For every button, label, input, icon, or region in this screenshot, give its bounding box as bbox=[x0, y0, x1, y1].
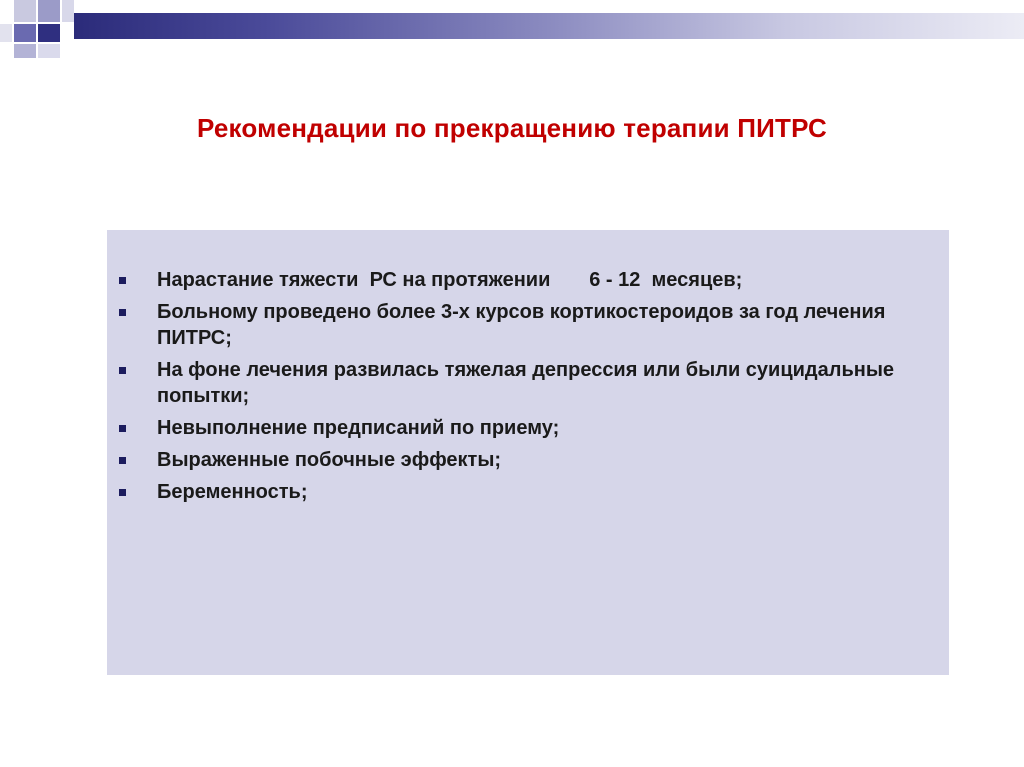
square-bullet-icon bbox=[119, 425, 126, 432]
decor-square bbox=[14, 44, 36, 58]
list-item-text: Невыполнение предписаний по приему; bbox=[157, 417, 560, 439]
decor-square bbox=[38, 0, 60, 22]
list-item bbox=[107, 357, 949, 409]
square-bullet-icon bbox=[119, 457, 126, 464]
list-item bbox=[107, 479, 949, 505]
list-item-text: Беременность; bbox=[157, 481, 308, 503]
decor-square bbox=[38, 44, 60, 58]
list-item bbox=[107, 267, 949, 293]
content-panel bbox=[107, 230, 949, 675]
square-bullet-icon bbox=[119, 489, 126, 496]
decor-square bbox=[14, 0, 36, 22]
decor-square bbox=[14, 24, 36, 42]
decor-square bbox=[62, 0, 74, 22]
list-item bbox=[107, 415, 949, 441]
list-item bbox=[107, 447, 949, 473]
list-item-text: Выраженные побочные эффекты; bbox=[157, 449, 502, 471]
list-item bbox=[107, 299, 949, 351]
decor-square bbox=[0, 24, 12, 42]
decor-square bbox=[38, 24, 60, 42]
header-decoration bbox=[0, 0, 1024, 60]
square-bullet-icon bbox=[119, 367, 126, 374]
square-bullet-icon bbox=[119, 309, 126, 316]
header-gradient-bar bbox=[74, 13, 1024, 39]
recommendation-list bbox=[107, 267, 949, 511]
list-item-text: Больному проведено более 3-х курсов кортикостероидов за год лечения ПИТРС; bbox=[157, 301, 886, 349]
list-item-text: На фоне лечения развилась тяжелая депрессия или были суицидальные попытки; bbox=[157, 359, 895, 407]
slide-title: Рекомендации по прекращению терапии ПИТРС bbox=[197, 113, 827, 143]
square-bullet-icon bbox=[119, 277, 126, 284]
list-item-text: Нарастание тяжести РС на протяжении 6 - 12 месяцев; bbox=[157, 269, 743, 291]
